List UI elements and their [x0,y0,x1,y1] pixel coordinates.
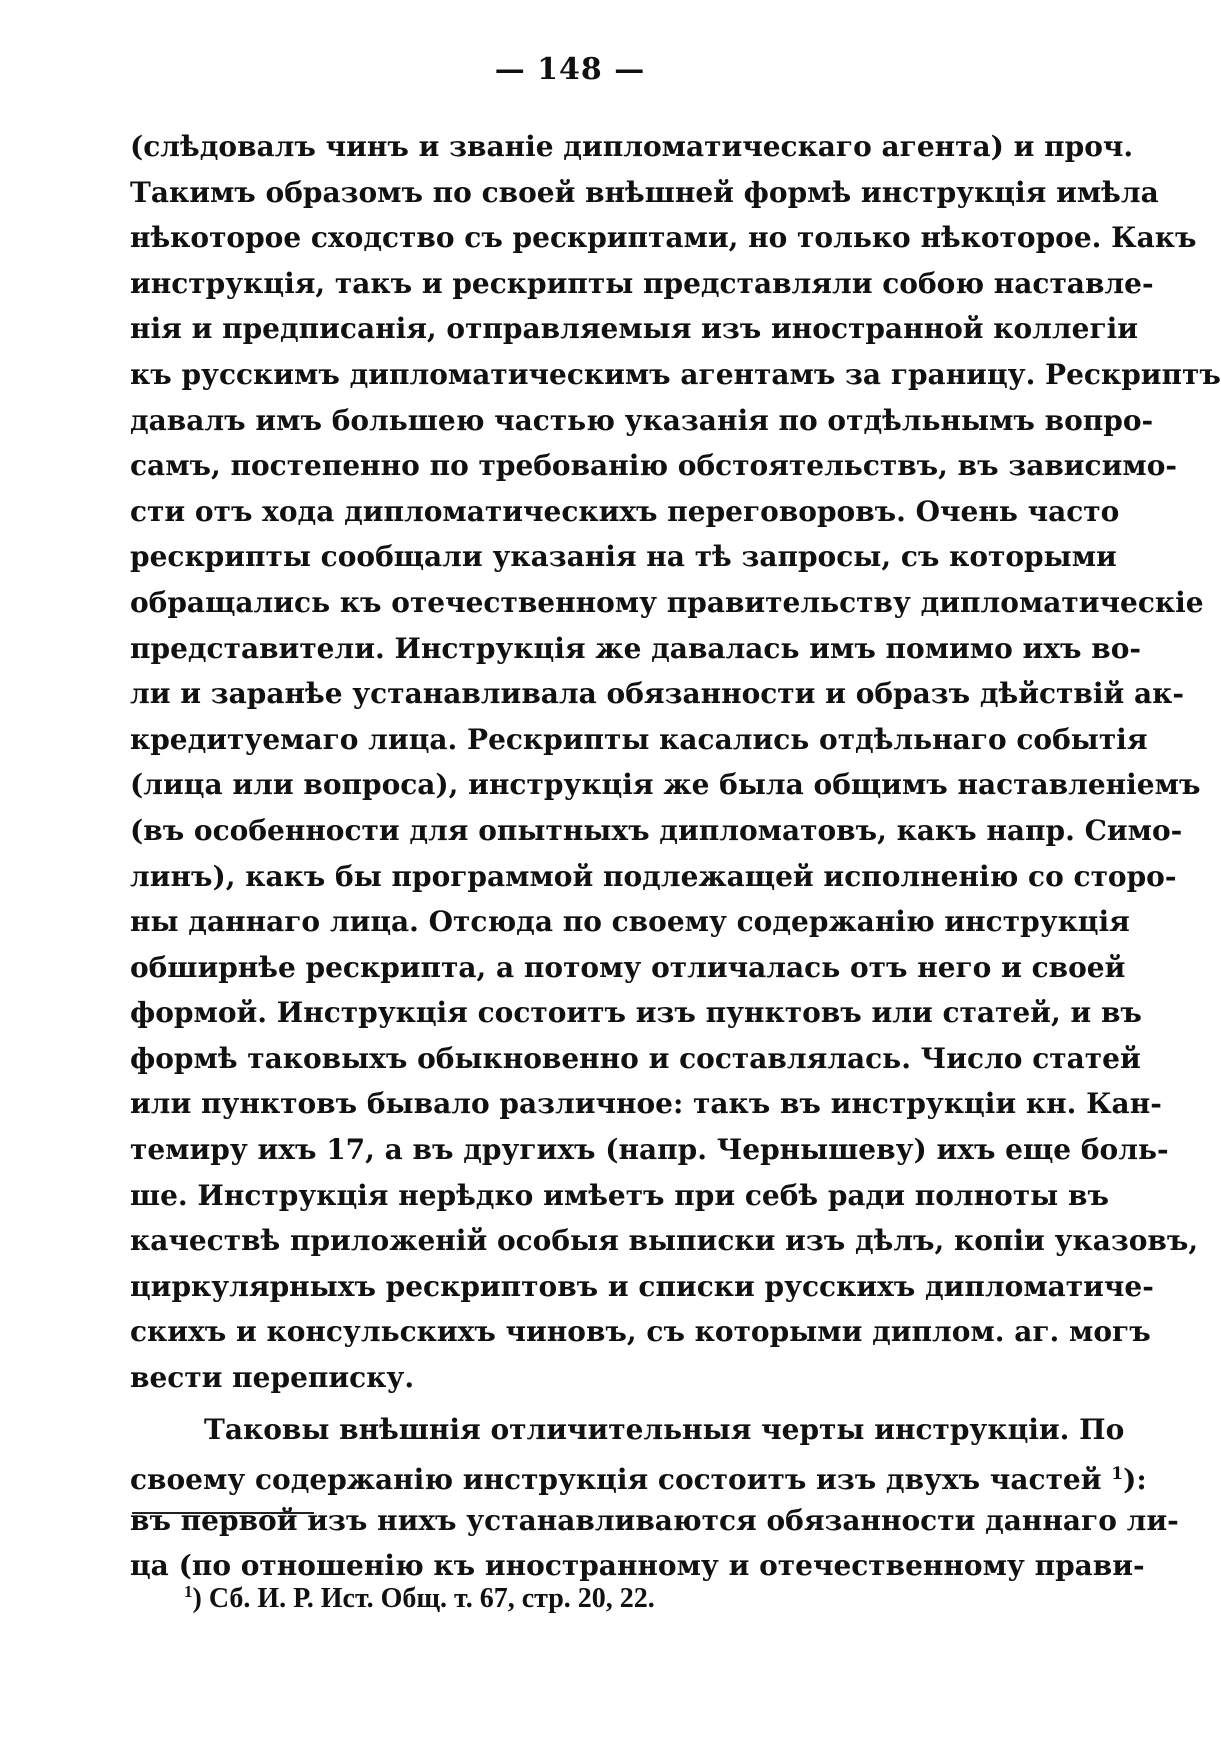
text-line: (слѣдовалъ чинъ и званіе дипломатическаго агента) и проч. [130,130,1134,163]
text-line: (въ особенности для опытныхъ дипломатовъ, какъ напр. Симо- [130,813,1183,847]
text-line: формой. Инструкція состоитъ изъ пунктовъ или статей, и въ [130,996,1142,1030]
text-line: Таковы внѣшнія отличительныя черты инструкціи. По [204,1412,1125,1446]
page-number: — 148 — [494,52,646,87]
body-text [130,124,1221,1589]
text-line: обращались къ отечественному правительству дипломатическіе [130,585,1204,619]
text-line: давалъ имъ большею частью указанія по отдѣльнымъ вопро- [130,403,1154,437]
paragraph-1 [130,124,1221,1401]
text-line: инструкція, такъ и рескрипты представляли собою наставле- [130,266,1154,300]
footnote [184,1582,655,1615]
text-line: качествѣ приложеній особыя выписки изъ дѣлъ, копіи указовъ, [130,1224,1199,1258]
text-line: (лица или вопроса), инструкція же была общимъ наставленіемъ [130,768,1201,802]
text-line: ше. Инструкція нерѣдко имѣетъ при себѣ ради полноты въ [130,1178,1109,1212]
text-line: нѣкоторое сходство съ рескриптами, но только нѣкоторое. Какъ [130,221,1197,255]
text-line: циркулярныхъ рескриптовъ и списки русскихъ дипломатиче- [130,1269,1154,1303]
text-line: ны даннаго лица. Отсюда по своему содержанію инструкція [130,905,1130,939]
text-line: ли и заранѣе устанавливала обязанности и образъ дѣйствій ак- [130,677,1184,711]
text-line-with-footnote-ref [130,1452,1147,1498]
text-line: нія и предписанія, отправляемыя изъ иностранной коллегіи [130,312,1139,346]
text-line: или пунктовъ бывало различное: такъ въ инструкціи кн. Кан- [130,1087,1162,1121]
text-line: представители. Инструкція же давалась имъ помимо ихъ во- [130,631,1141,665]
footnote-mark: 1 [184,1582,193,1601]
text-line: Такимъ образомъ по своей внѣшней формѣ инструкція имѣла [130,175,1159,209]
text-line: сти отъ хода дипломатическихъ переговоровъ. Очень часто [130,494,1120,528]
text-line: скихъ и консульскихъ чиновъ, съ которыми диплом. аг. могъ [130,1315,1151,1349]
footnote-reference[interactable]: 1 [1111,1464,1124,1485]
footnote-ref-suffix: ): [1123,1463,1147,1497]
text-line-segment: своему содержанію инструкція состоитъ изъ двухъ частей [130,1463,1102,1497]
paragraph-2 [130,1407,1179,1589]
text-line: ца (по отношенію къ иностранному и отечественному прави- [130,1549,1145,1583]
text-line: вести переписку. [130,1361,415,1395]
text-line: кредитуемаго лица. Рескрипты касались отдѣльнаго событія [130,722,1148,756]
text-line: въ первой изъ нихъ устанавливаются обязанности даннаго ли- [130,1503,1179,1537]
text-line: темиру ихъ 17, а въ другихъ (напр. Чернышеву) ихъ еще боль- [130,1133,1169,1167]
text-line: самъ, постепенно по требованію обстоятельствъ, въ зависимо- [130,449,1177,483]
text-line: обширнѣе рескрипта, а потому отличалась отъ него и своей [130,950,1126,984]
text-line: рескрипты сообщали указанія на тѣ запросы, съ которыми [130,540,1117,574]
footnote-text: ) Сб. И. Р. Ист. Общ. т. 67, стр. 20, 22. [192,1583,655,1614]
text-line: формѣ таковыхъ обыкновенно и составлялась. Число статей [130,1041,1141,1075]
footnote-divider [132,1512,314,1514]
text-line: линъ), какъ бы программой подлежащей исполненію со сторо- [130,859,1177,893]
text-line: къ русскимъ дипломатическимъ агентамъ за границу. Рескриптъ [130,357,1221,391]
